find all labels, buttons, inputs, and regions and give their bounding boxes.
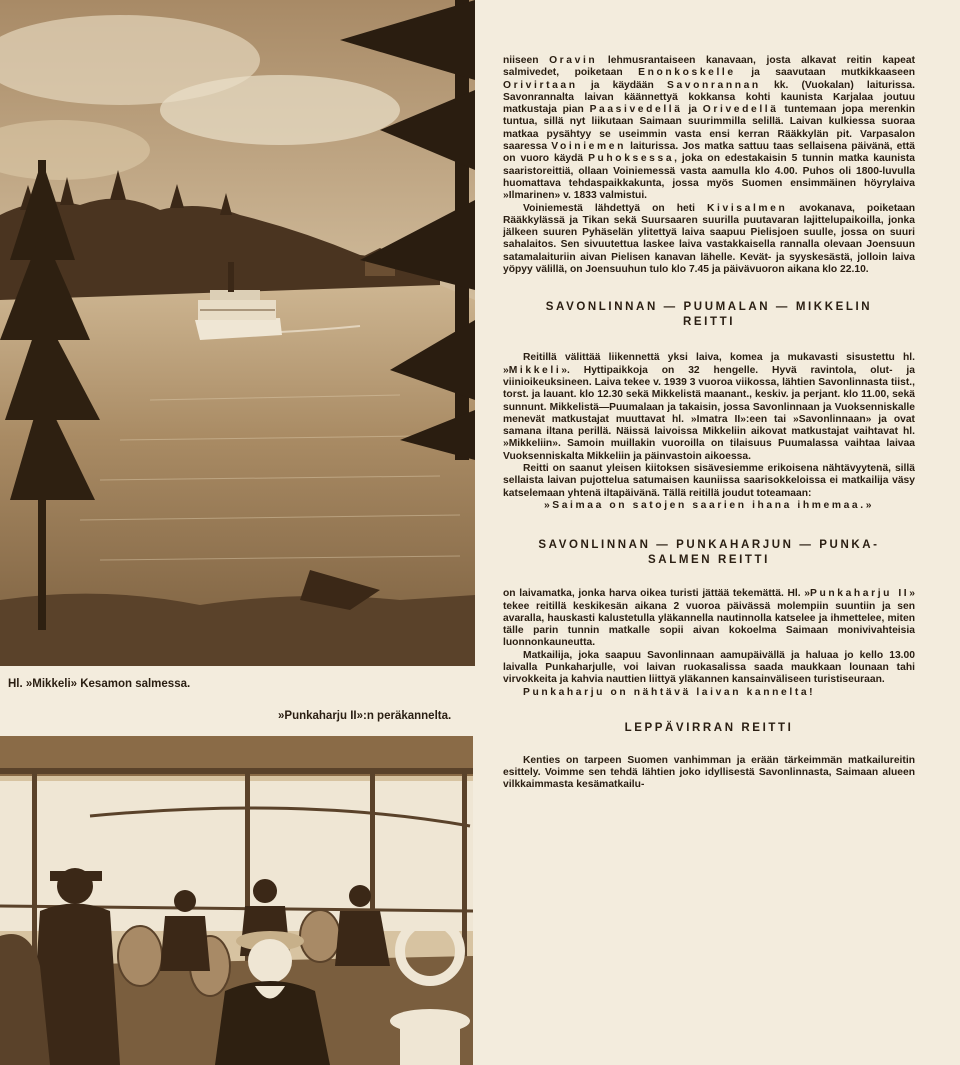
paragraph-route-praise: Reitti on saanut yleisen kiitoksen sisävesiemme erikoisena nähtävyytenä, sillä sellaista laivan pujottelua satumaisen kauniissa saarisokkeloissa ei matkailija väsy katselemaan yhtenä iltapäivänä. Tällä reitillä joudut toteamaan: <box>503 463 915 499</box>
spaced-name: Paasivedellä <box>589 104 683 116</box>
spaced-name: Oravin <box>549 55 598 66</box>
spaced-name: Puhoksessa <box>588 153 675 165</box>
paragraph-mikkeli-ship: Reitillä välittää liikennettä yksi laiva, komea ja mukavasti sisustettu hl. »Mikkeli». Hyttipaikkoja on 32 hengelle. Hyvä ravintola, olut- ja viinioikeuksineen. Laiva tekee v. 1939 3 vuoroa viikossa, lähtien Savonlinnasta tiist., torst. ja lauant. klo 12.30 sekä Mikkelistä maanant., keskiv. ja perjant. klo 11.00, sekä sunnunt. Mikkelistä—Puumalaan ja takaisin, jossa Savonlinnaan ja Vuoksenniskalle menevät matkustajat muuttavat hl. »Imatra II»:een tai »Savonlinnaan» ja ovat samana iltana perillä. Näissä laivoissa Mikkeliin aikovat matkustajat vaihtavat hl. »Mikkeliin». Samoin muillakin vuoroilla on tilaisuus Puumalassa vaihtaa laivaa Vuoksenniskalta Mikkeliin ja päinvastoin aikoessa. <box>503 352 915 462</box>
heading-line: LEPPÄVIRRAN REITTI <box>624 721 794 734</box>
paragraph-traveller-lunch: Matkailija, joka saapuu Savonlinnaan aamupäivällä ja haluaa jo kello 13.00 laivalla Punkaharjulle, voi laivan ruokasalissa saada maukkaan lounaan tahi virvokkeita ja kahvia nauttien liittyä yläkannen kansainväliseen turistiseuraan. <box>503 649 915 686</box>
quote-punkaharju: Punkaharju on nähtävä laivan kannelta! <box>523 686 816 698</box>
spaced-name: Punkaharju II <box>810 588 910 600</box>
paragraph-leppavirta: Kenties on tarpeen Suomen vanhimman ja erään tärkeimmän matkailureitin esittely. Voimme sen tehdä lähtien joko idyllisestä Savonlinnasta, Saimaan alueen vilkkaimmasta kesämatkailu- <box>503 754 915 791</box>
heading-line: SAVONLINNAN — PUNKAHARJUN — PUNKA- <box>538 539 880 552</box>
heading-line: SALMEN REITTI <box>648 554 770 567</box>
top-photo-caption: Hl. »Mikkeli» Kesamon salmessa. <box>8 678 191 690</box>
text-column <box>503 55 915 792</box>
paragraph-voiniemi: Voiniemestä lähdettyä on heti Kivisalmen avokanava, poiketaan Rääkkylässä ja Tikan sekä Suursaaren suurilla puutavaran lajittelupaikoilla, jonka jälkeen suuren Pyhäselän ylitettyä laiva saapuu Pielisjoen suulle, jossa on suuri sahalaitos. Sen sivuutettua laskee laiva vastakkaisella rannalla olevaan Joensuun satamalaituriin aivan Pielisen kanavan lähelle. Kevät- ja syyskesästä, jolloin laiva yöpyy välillä, on Joensuuhun tulo klo 7.45 ja päivävuoron aikana klo 22.10. <box>503 202 915 276</box>
steamship-mikkeli-photo <box>0 0 475 666</box>
spaced-name: Kivisalmen <box>707 202 788 214</box>
bottom-photo-caption: »Punkaharju II»:n peräkannelta. <box>278 710 452 722</box>
spaced-name: Mikkeli <box>508 364 562 376</box>
spaced-name: Savonrannan <box>666 79 761 91</box>
deck-photo-illustration <box>0 736 473 1065</box>
spaced-name: Voiniemen <box>551 141 626 153</box>
heading-leppavirta <box>503 721 915 736</box>
spaced-name: Enonkoskelle <box>638 67 736 79</box>
spaced-name: Orivedellä <box>702 104 779 116</box>
quote-saimaa: »Saimaa on satojen saarien ihana ihmemaa.» <box>543 499 875 511</box>
heading-savonlinna-punkaharju-punkasalmi <box>503 538 915 568</box>
heading-line: REITTI <box>682 316 735 329</box>
paragraph-punkaharju-ship: on laivamatka, jonka harva oikea turisti jättää tekemättä. Hl. »Punkaharju II» tekee reitillä keskikesän aikana 2 vuoroa päivässä molempiin suuntiin ja sen avaralla, hauskasti kalustetulla yläkannella nautinnolla katselee ja ihmettelee, miten tälle parin tunnin matkalle sopii aivan kokoelma Saimaan monivivahteisia luonnonkauneutta. <box>503 588 915 649</box>
heading-savonlinna-puumala-mikkeli <box>503 300 915 330</box>
steamship-photo-illustration <box>0 0 475 666</box>
spaced-name: Orivirtaan <box>503 79 578 91</box>
heading-line: SAVONLINNAN — PUUMALAN — MIKKELIN <box>545 301 873 314</box>
paragraph-oravin-route: niiseen Oravin lehmusrantaiseen kanavaan, josta alkavat reitin kapeat salmivedet, poiketaan Enonkoskelle ja saavutaan mutkikkaaseen Orivirtaan ja käydään Savonrannan kk. (Vuokalan) laiturissa. Savonrannalta laivan käännettyä kokkansa kohti kaunista Karjalaa joutuu matkustaja pian Paasivedellä ja Orivedellä tuntemaan jopa merenkin tuntua, sillä nyt liikutaan Saimaan suurimmilla selillä. Laivan kulkiessa suoraa matkaa pysähtyy se useimmin vasta ensi kerran Rääkkylän pit. Varpasalon saaressa Voiniemen laiturissa. Jos matka sattuu taas sellaisena päivänä, että on vuoro käydä Puhoksessa, joka on edestakaisin 5 tunnin matka kaunista saaristoreittiä, ollaan Voiniemessä vasta aamulla klo 4.00. Puhos oli 1800-luvulla huomattava tehdaspaikkakunta, jossa myös Suomen ensimmäinen höyrylaiva »Ilmarinen» v. 1833 valmistui. <box>503 55 915 202</box>
aft-deck-passengers-photo <box>0 736 473 1065</box>
